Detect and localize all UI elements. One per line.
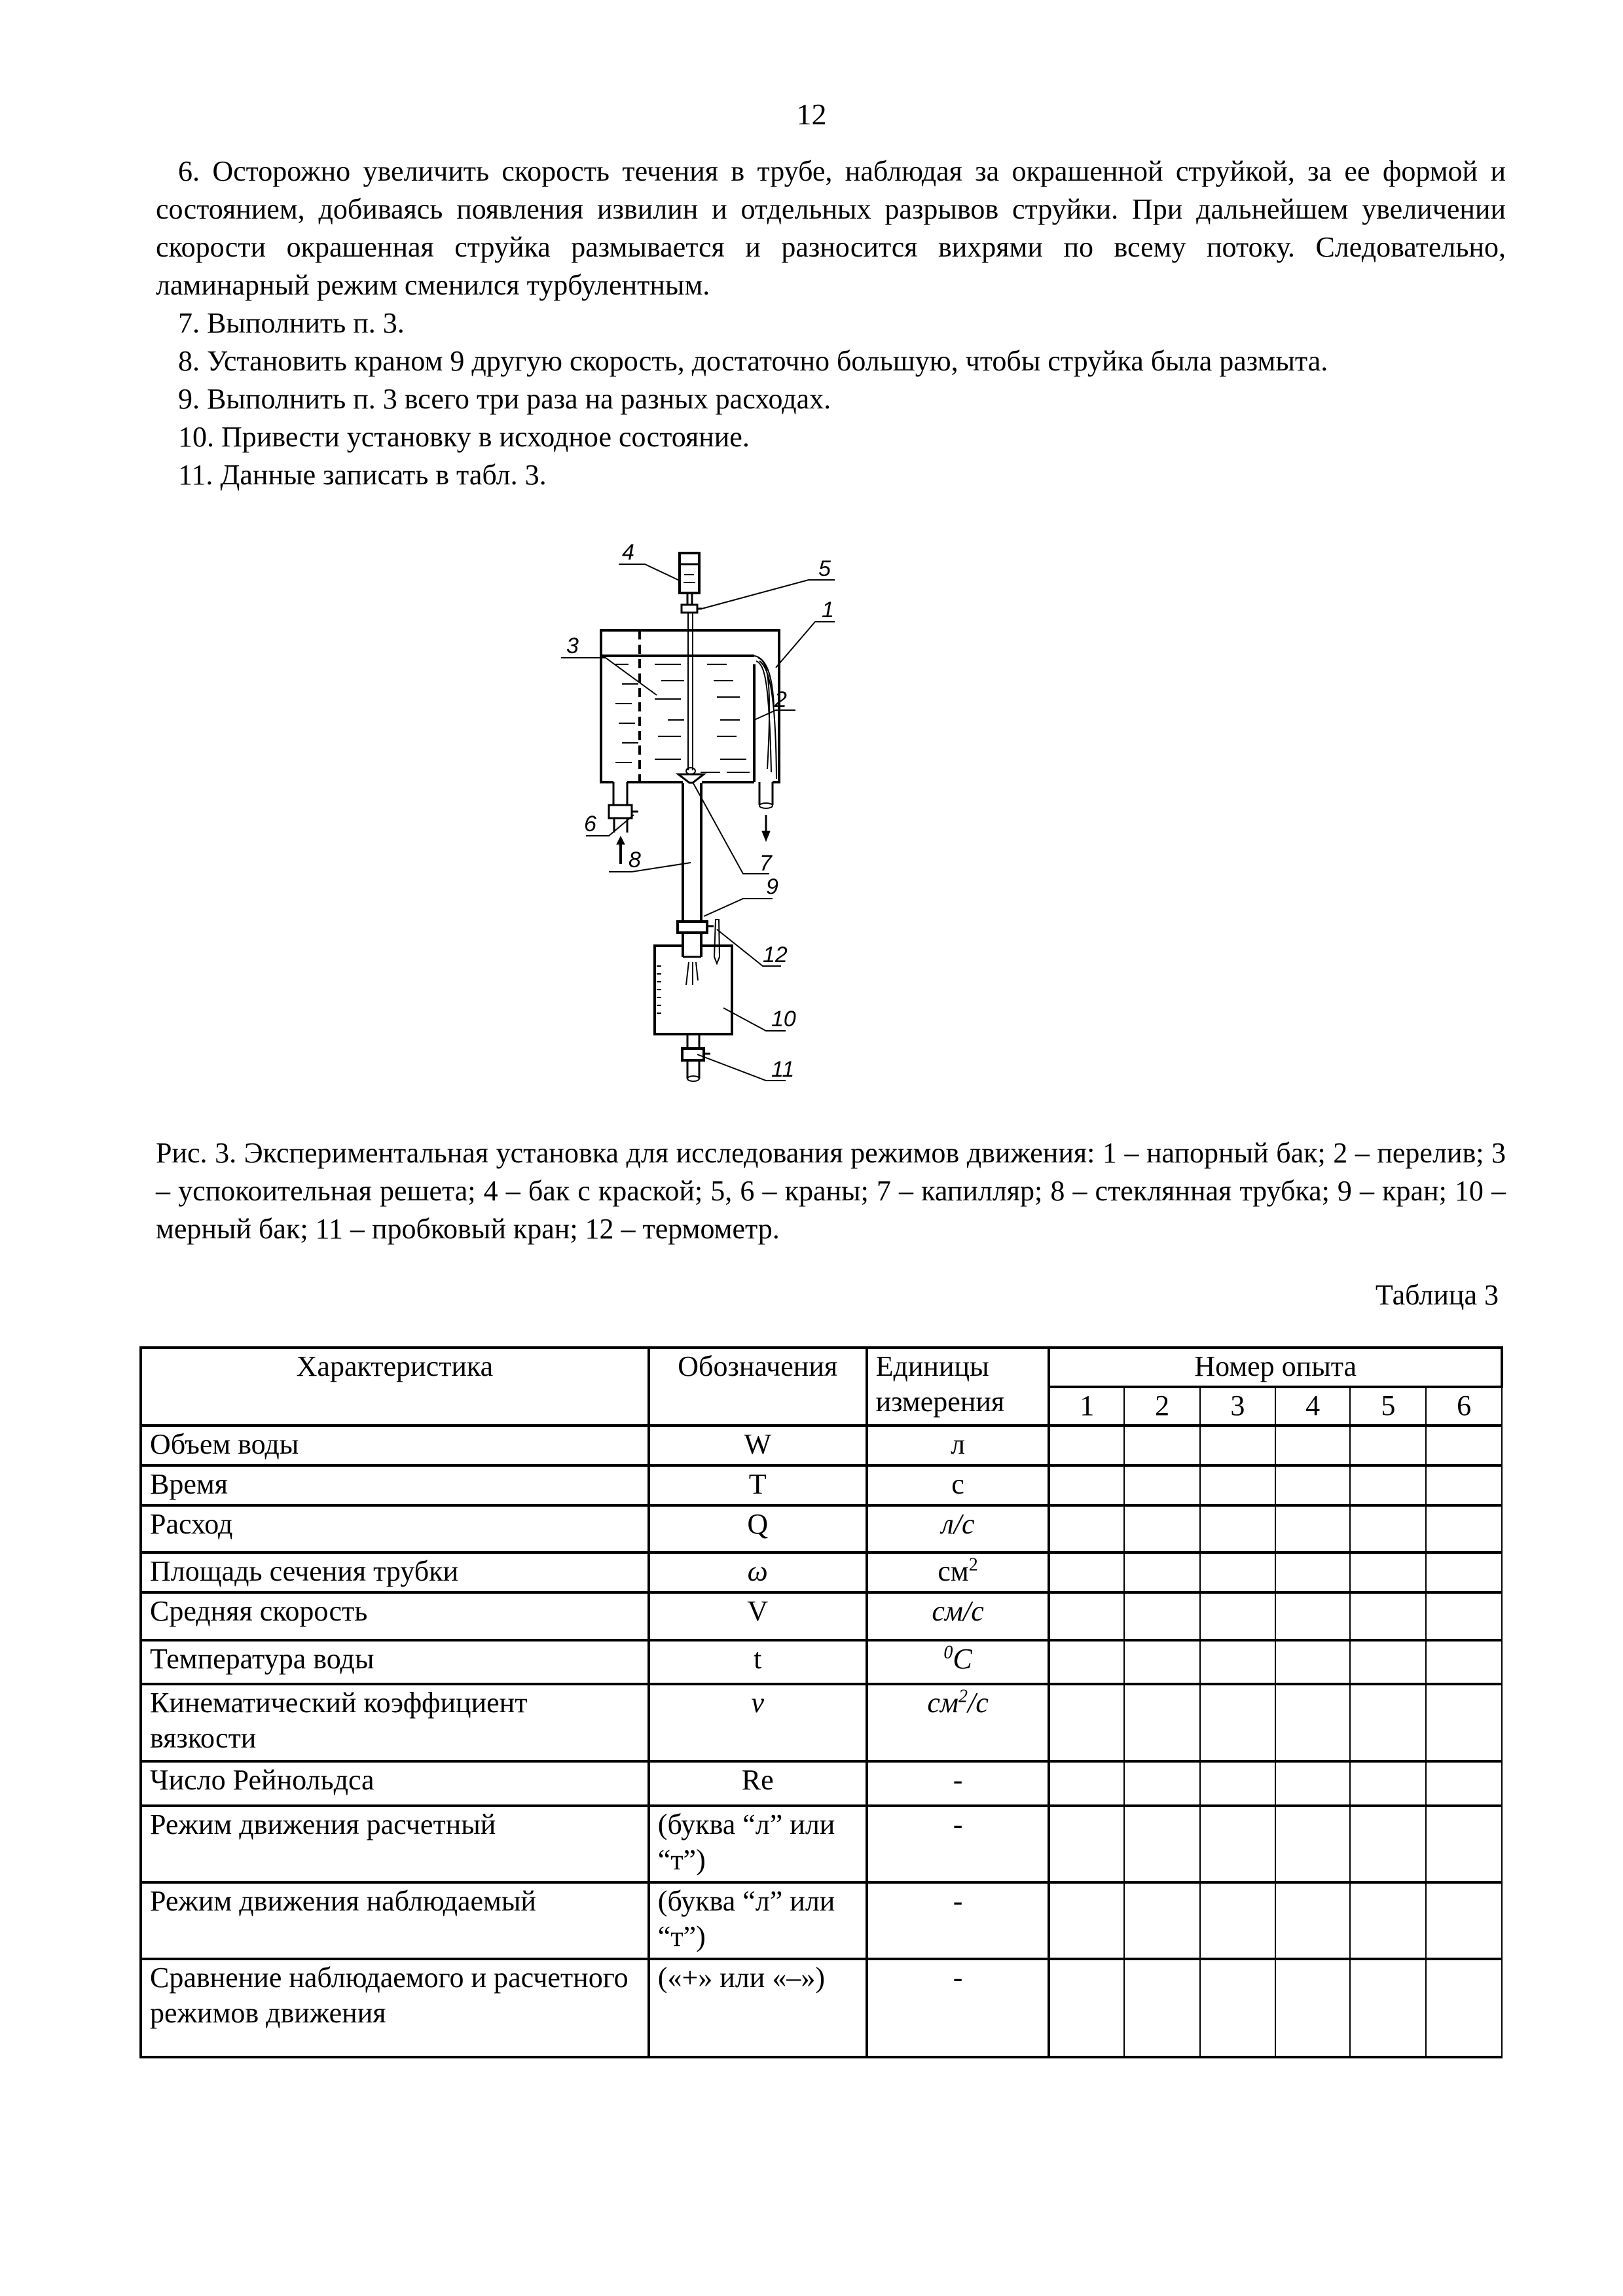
value-cell[interactable]	[1350, 1592, 1426, 1640]
header-symbol: Обозначения	[649, 1348, 867, 1426]
row-name: Объем воды	[141, 1426, 649, 1465]
row-name: Сравнение наблюдаемого и расчетного режимов движения	[141, 1959, 649, 2057]
value-cell[interactable]	[1200, 1684, 1275, 1761]
plug-valve-icon	[682, 1049, 704, 1060]
row-unit	[867, 1640, 1049, 1684]
experimental-setup-diagram	[543, 537, 884, 1100]
label-3: 3	[566, 634, 579, 658]
results-table	[139, 1346, 1503, 2058]
value-cell[interactable]	[1350, 1465, 1426, 1505]
value-cell[interactable]	[1275, 1959, 1351, 2057]
row-symbol: ν	[649, 1684, 867, 1761]
table-row	[141, 1882, 1502, 1959]
procedure-steps	[156, 152, 1506, 494]
value-cell[interactable]	[1124, 1465, 1200, 1505]
label-2: 2	[775, 687, 787, 712]
value-cell[interactable]	[1426, 1426, 1502, 1465]
value-cell[interactable]	[1049, 1959, 1124, 2057]
value-cell[interactable]	[1350, 1806, 1426, 1882]
value-cell[interactable]	[1426, 1552, 1502, 1592]
value-cell[interactable]	[1275, 1761, 1351, 1806]
row-unit: -	[867, 1959, 1049, 2057]
label-5: 5	[818, 556, 831, 581]
table-row	[141, 1465, 1502, 1505]
value-cell[interactable]	[1124, 1592, 1200, 1640]
figure-caption: Рис. 3. Экспериментальная установка для исследования режимов движения: 1 – напорный бак; 2 – перелив; 3 – успокоительная решета; 4 – бак с краской; 5, 6 – краны; 7 – капилляр; 8 – стеклянная трубка; 9 – кран; 10 – мерный бак; 11 – пробковый кран; 12 – термометр.	[156, 1137, 1506, 1245]
value-cell[interactable]	[1049, 1640, 1124, 1684]
row-symbol: (буква “л” или “т”)	[649, 1882, 867, 1959]
value-cell[interactable]	[1275, 1505, 1351, 1552]
step-10: 10. Привести установку в исходное состояние.	[178, 421, 750, 453]
unit-degree: 0	[943, 1642, 953, 1663]
row-unit: л/с	[867, 1505, 1049, 1552]
row-unit: -	[867, 1882, 1049, 1959]
value-cell[interactable]	[1350, 1505, 1426, 1552]
value-cell[interactable]	[1350, 1959, 1426, 2057]
valve-5-icon	[682, 605, 697, 613]
value-cell[interactable]	[1426, 1465, 1502, 1505]
value-cell[interactable]	[1426, 1959, 1502, 2057]
row-symbol: (буква “л” или “т”)	[649, 1806, 867, 1882]
table-row	[141, 1959, 1502, 2057]
row-unit	[867, 1552, 1049, 1592]
value-cell[interactable]	[1350, 1761, 1426, 1806]
value-cell[interactable]	[1049, 1505, 1124, 1552]
value-cell[interactable]	[1049, 1882, 1124, 1959]
value-cell[interactable]	[1124, 1505, 1200, 1552]
value-cell[interactable]	[1426, 1592, 1502, 1640]
row-unit: -	[867, 1806, 1049, 1882]
value-cell[interactable]	[1049, 1465, 1124, 1505]
row-symbol: ω	[649, 1552, 867, 1592]
row-name: Температура воды	[141, 1640, 649, 1684]
value-cell[interactable]	[1049, 1592, 1124, 1640]
value-cell[interactable]	[1049, 1684, 1124, 1761]
header-exp-5: 5	[1350, 1387, 1426, 1426]
table-row	[141, 1505, 1502, 1552]
value-cell[interactable]	[1426, 1806, 1502, 1882]
row-unit: л	[867, 1426, 1049, 1465]
value-cell[interactable]	[1275, 1640, 1351, 1684]
value-cell[interactable]	[1350, 1640, 1426, 1684]
step-7: 7. Выполнить п. 3.	[178, 307, 405, 339]
value-cell[interactable]	[1426, 1640, 1502, 1684]
value-cell[interactable]	[1426, 1684, 1502, 1761]
table-row	[141, 1552, 1502, 1592]
row-name: Расход	[141, 1505, 649, 1552]
table-title: Таблица 3	[1375, 1279, 1499, 1311]
row-unit: см/с	[867, 1592, 1049, 1640]
value-cell[interactable]	[1200, 1761, 1275, 1806]
row-name: Площадь сечения трубки	[141, 1552, 649, 1592]
value-cell[interactable]	[1275, 1465, 1351, 1505]
value-cell[interactable]	[1200, 1882, 1275, 1959]
valve-9-icon	[678, 922, 707, 933]
value-cell[interactable]	[1426, 1882, 1502, 1959]
unit-exponent: 2	[968, 1554, 978, 1575]
row-symbol: t	[649, 1640, 867, 1684]
unit-base: см	[938, 1555, 969, 1587]
value-cell[interactable]	[1124, 1761, 1200, 1806]
header-exp-2: 2	[1124, 1387, 1200, 1426]
value-cell[interactable]	[1200, 1465, 1275, 1505]
glass-tube-icon	[683, 783, 701, 923]
row-name: Число Рейнольдса	[141, 1761, 649, 1806]
header-experiment-number: Номер опыта	[1049, 1348, 1502, 1387]
value-cell[interactable]	[1200, 1592, 1275, 1640]
header-characteristic: Характеристика	[141, 1348, 649, 1426]
row-unit	[867, 1684, 1049, 1761]
value-cell[interactable]	[1200, 1505, 1275, 1552]
table-row	[141, 1761, 1502, 1806]
step-11: 11. Данные записать в табл. 3.	[178, 459, 547, 491]
value-cell[interactable]	[1049, 1806, 1124, 1882]
value-cell[interactable]	[1275, 1426, 1351, 1465]
header-units: Единицы измерения	[867, 1348, 1049, 1426]
row-name: Режим движения расчетный	[141, 1806, 649, 1882]
value-cell[interactable]	[1049, 1552, 1124, 1592]
table-row	[141, 1426, 1502, 1465]
row-symbol: Q	[649, 1505, 867, 1552]
value-cell[interactable]	[1275, 1684, 1351, 1761]
row-name: Кинематический коэффициент вязкости	[141, 1684, 649, 1761]
label-8: 8	[629, 848, 641, 872]
value-cell[interactable]	[1124, 1882, 1200, 1959]
header-exp-1: 1	[1049, 1387, 1124, 1426]
value-cell[interactable]	[1350, 1684, 1426, 1761]
row-symbol: Re	[649, 1761, 867, 1806]
header-exp-6: 6	[1426, 1387, 1502, 1426]
unit-base: см	[927, 1687, 958, 1719]
value-cell[interactable]	[1350, 1552, 1426, 1592]
label-9: 9	[766, 874, 778, 899]
label-4: 4	[622, 540, 634, 565]
value-cell[interactable]	[1350, 1882, 1426, 1959]
value-cell[interactable]	[1200, 1552, 1275, 1592]
pressure-tank-icon	[601, 630, 779, 841]
value-cell[interactable]	[1124, 1959, 1200, 2057]
thermometer-icon	[714, 920, 720, 963]
table-row	[141, 1592, 1502, 1640]
row-symbol: W	[649, 1426, 867, 1465]
unit-exponent: 2	[958, 1686, 968, 1707]
row-name: Время	[141, 1465, 649, 1505]
value-cell[interactable]	[1049, 1426, 1124, 1465]
header-exp-3: 3	[1200, 1387, 1275, 1426]
label-6: 6	[584, 812, 596, 836]
label-7: 7	[759, 851, 772, 876]
table-row	[141, 1684, 1502, 1761]
value-cell[interactable]	[1124, 1684, 1200, 1761]
step-8: 8. Установить краном 9 другую скорость, достаточно большую, чтобы струйка была размыта.	[178, 345, 1328, 377]
value-cell[interactable]	[1049, 1761, 1124, 1806]
label-10: 10	[771, 1007, 796, 1031]
dye-tank-icon	[680, 553, 699, 605]
value-cell[interactable]	[1124, 1806, 1200, 1882]
measuring-tank-icon	[655, 946, 732, 1034]
unit-tail: /с	[967, 1687, 989, 1719]
row-unit: с	[867, 1465, 1049, 1505]
value-cell[interactable]	[1275, 1806, 1351, 1882]
value-cell[interactable]	[1275, 1552, 1351, 1592]
step-9: 9. Выполнить п. 3 всего три раза на разных расходах.	[178, 383, 831, 415]
value-cell[interactable]	[1124, 1640, 1200, 1684]
row-name: Средняя скорость	[141, 1592, 649, 1640]
header-exp-4: 4	[1275, 1387, 1351, 1426]
value-cell[interactable]	[1200, 1426, 1275, 1465]
row-name: Режим движения наблюдаемый	[141, 1882, 649, 1959]
value-cell[interactable]	[1426, 1505, 1502, 1552]
page-number: 12	[796, 98, 827, 131]
value-cell[interactable]	[1124, 1426, 1200, 1465]
row-symbol: V	[649, 1592, 867, 1640]
value-cell[interactable]	[1200, 1959, 1275, 2057]
row-symbol: T	[649, 1465, 867, 1505]
value-cell[interactable]	[1275, 1592, 1351, 1640]
unit-base: C	[953, 1643, 972, 1675]
value-cell[interactable]	[1200, 1640, 1275, 1684]
value-cell[interactable]	[1350, 1426, 1426, 1465]
label-11: 11	[771, 1057, 795, 1082]
label-1: 1	[822, 598, 834, 622]
value-cell[interactable]	[1275, 1882, 1351, 1959]
value-cell[interactable]	[1426, 1761, 1502, 1806]
table-row	[141, 1806, 1502, 1882]
value-cell[interactable]	[1124, 1552, 1200, 1592]
table-row	[141, 1640, 1502, 1684]
step-6: 6. Осторожно увеличить скорость течения в трубе, наблюдая за окрашенной струйкой, за ее формой и состоянием, добиваясь появления извилин и отдельных разрывов струйки. При дальнейшем увеличении скорости окрашенная струйка размывается и разносится вихрями по всему потоку. Следовательно, ламинарный режим сменился турбулентным.	[156, 155, 1506, 301]
value-cell[interactable]	[1200, 1806, 1275, 1882]
row-symbol: («+» или «–»)	[649, 1959, 867, 2057]
row-unit: -	[867, 1761, 1049, 1806]
label-12: 12	[763, 942, 788, 967]
